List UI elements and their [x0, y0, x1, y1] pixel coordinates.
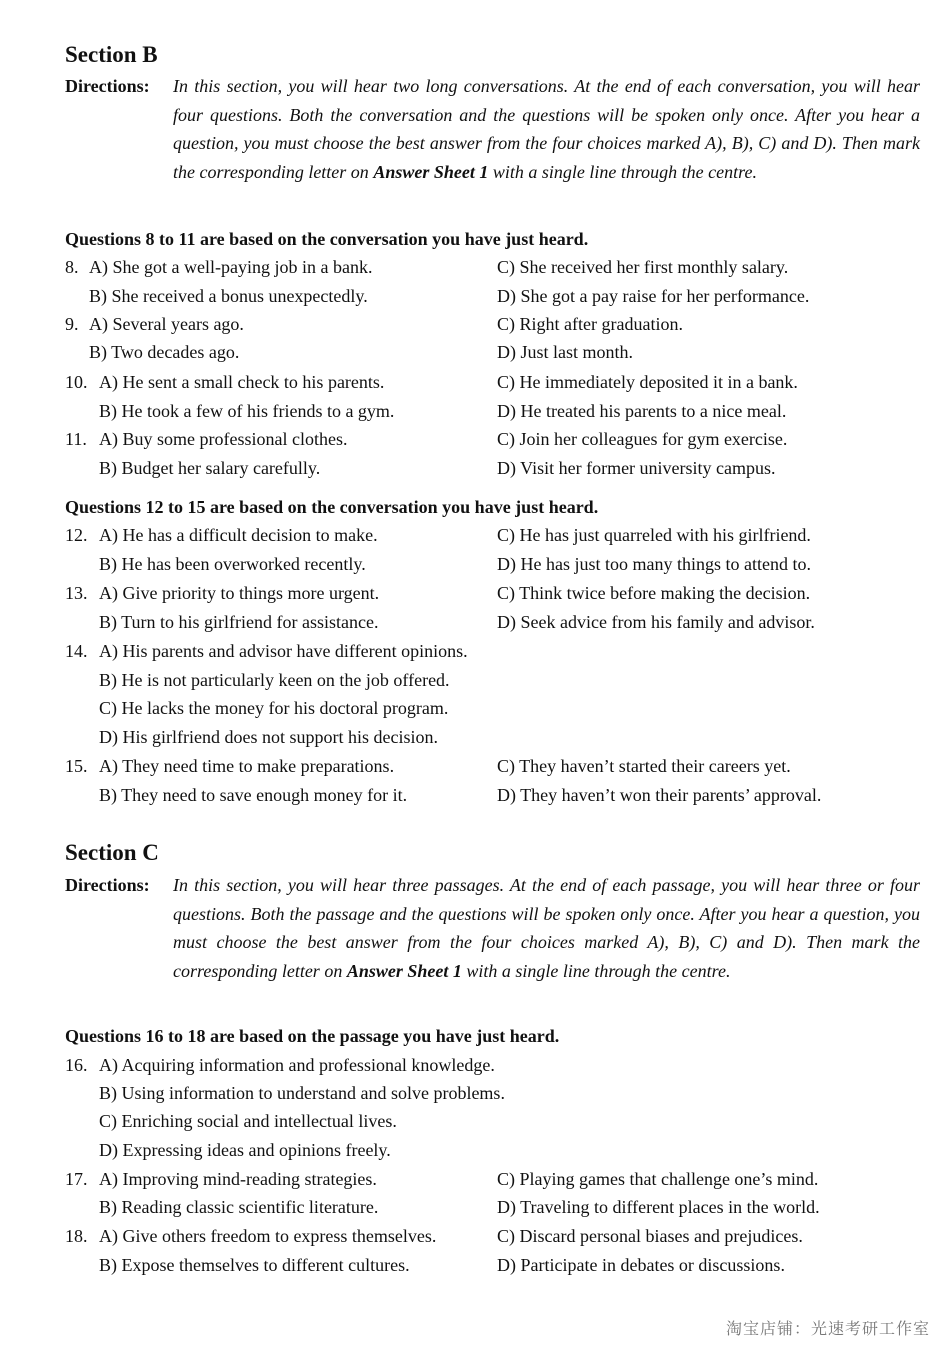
option-d: D) He treated his parents to a nice meal. [497, 401, 787, 421]
option-d: D) He has just too many things to attend to. [497, 554, 811, 574]
option-a: A) Give others freedom to express themselves. [99, 1226, 437, 1246]
question-17 [0, 1169, 950, 1198]
option-b: B) They need to save enough money for it. [99, 785, 408, 805]
question-number: 17. [65, 1169, 88, 1189]
option-c: C) Playing games that challenge one’s mind. [497, 1169, 819, 1189]
option-b: B) Reading classic scientific literature. [99, 1197, 379, 1217]
question-number: 14. [65, 641, 88, 661]
section-c-directions [65, 871, 920, 985]
section-b-title: Section B [65, 42, 158, 67]
question-12-row2 [0, 554, 950, 583]
option-b: B) She received a bonus unexpectedly. [89, 286, 368, 306]
question-11-row2 [0, 458, 950, 487]
option-a: A) She got a well-paying job in a bank. [89, 257, 373, 277]
question-18-row2 [0, 1255, 950, 1284]
answer-sheet-ref: Answer Sheet 1 [346, 960, 462, 981]
question-group-header: Questions 8 to 11 are based on the conversation you have just heard. [65, 229, 589, 249]
option-a: A) Improving mind-reading strategies. [99, 1169, 377, 1189]
option-c: C) They haven’t started their careers yet. [497, 756, 791, 776]
option-d: D) Expressing ideas and opinions freely. [99, 1140, 391, 1160]
question-8 [0, 257, 950, 286]
question-16-row3 [0, 1111, 950, 1140]
option-a: A) They need time to make preparations. [99, 756, 395, 776]
option-d: D) She got a pay raise for her performance. [497, 286, 810, 306]
option-c: C) He lacks the money for his doctoral program. [99, 698, 449, 718]
question-10 [0, 372, 950, 401]
option-c: C) Think twice before making the decision. [497, 583, 811, 603]
question-14-row3 [0, 698, 950, 727]
question-8-row2 [0, 286, 950, 315]
option-b: B) He took a few of his friends to a gym. [99, 401, 395, 421]
section-b-directions [65, 72, 920, 186]
option-b: B) Expose themselves to different cultures. [99, 1255, 410, 1275]
option-c: C) He has just quarreled with his girlfriend. [497, 525, 811, 545]
option-a: A) His parents and advisor have different opinions. [99, 641, 468, 661]
question-number: 16. [65, 1055, 88, 1075]
answer-sheet-ref: Answer Sheet 1 [373, 161, 489, 182]
option-b: B) Using information to understand and solve problems. [99, 1083, 505, 1103]
option-c: C) He immediately deposited it in a bank. [497, 372, 798, 392]
question-14 [0, 641, 950, 670]
question-9 [0, 314, 950, 343]
option-c: C) Join her colleagues for gym exercise. [497, 429, 788, 449]
footer-watermark: 淘宝店铺：光速考研工作室 [725, 1319, 930, 1338]
question-9-row2 [0, 342, 950, 371]
option-d: D) Just last month. [497, 342, 634, 362]
question-number: 18. [65, 1226, 88, 1246]
question-number: 12. [65, 525, 88, 545]
question-number: 11. [65, 429, 87, 449]
directions-text: In this section, you will hear two long conversations. At the end of each conversation, you will hear four questions. Both the conversation and the questions will be spoken only once. After you hear a question, you must choose the best answer from the four choices marked A), B), C) and D). Then mark the corresponding letter on Answer Sheet 1 with a single line through the centre. [173, 76, 920, 182]
option-a: A) Several years ago. [89, 314, 244, 334]
option-a: A) He sent a small check to his parents. [99, 372, 385, 392]
question-number: 10. [65, 372, 88, 392]
question-15-row2 [0, 785, 950, 814]
option-a: A) Give priority to things more urgent. [99, 583, 380, 603]
option-b: B) Two decades ago. [89, 342, 240, 362]
question-group-header: Questions 12 to 15 are based on the conversation you have just heard. [65, 497, 599, 517]
directions-text: In this section, you will hear three passages. At the end of each passage, you will hear three or four questions. Both the passage and the questions will be spoken only once. After you hear a question, you must choose the best answer from the four choices marked A), B), C) and D). Then mark the corresponding letter on Answer Sheet 1 with a single line through the centre. [173, 875, 920, 981]
option-b: B) He has been overworked recently. [99, 554, 366, 574]
option-d: D) Traveling to different places in the world. [497, 1197, 820, 1217]
option-d: D) Visit her former university campus. [497, 458, 776, 478]
directions-label: Directions: [65, 875, 150, 895]
question-number: 13. [65, 583, 88, 603]
option-c: C) Discard personal biases and prejudices. [497, 1226, 803, 1246]
option-d: D) They haven’t won their parents’ approval. [497, 785, 822, 805]
option-d: D) Seek advice from his family and advisor. [497, 612, 815, 632]
option-a: A) Acquiring information and professional knowledge. [99, 1055, 495, 1075]
question-17-row2 [0, 1197, 950, 1226]
option-b: B) Turn to his girlfriend for assistance. [99, 612, 379, 632]
directions-label: Directions: [65, 76, 150, 96]
option-d: D) Participate in debates or discussions. [497, 1255, 785, 1275]
option-a: A) Buy some professional clothes. [99, 429, 348, 449]
question-16-row4 [0, 1140, 950, 1169]
option-a: A) He has a difficult decision to make. [99, 525, 378, 545]
option-d: D) His girlfriend does not support his decision. [99, 727, 438, 747]
option-c: C) Right after graduation. [497, 314, 683, 334]
question-11 [0, 429, 950, 458]
question-group-header: Questions 16 to 18 are based on the passage you have just heard. [65, 1026, 560, 1046]
question-13 [0, 583, 950, 612]
question-number: 9. [65, 314, 79, 334]
question-16 [0, 1055, 950, 1084]
question-10-row2 [0, 401, 950, 430]
option-b: B) He is not particularly keen on the job offered. [99, 670, 450, 690]
question-13-row2 [0, 612, 950, 641]
option-c: C) Enriching social and intellectual lives. [99, 1111, 397, 1131]
question-18 [0, 1226, 950, 1255]
question-16-row2 [0, 1083, 950, 1112]
option-c: C) She received her first monthly salary. [497, 257, 789, 277]
question-number: 15. [65, 756, 88, 776]
question-12 [0, 525, 950, 554]
question-number: 8. [65, 257, 79, 277]
option-b: B) Budget her salary carefully. [99, 458, 321, 478]
question-14-row2 [0, 670, 950, 699]
section-c-title: Section C [65, 840, 159, 865]
question-15 [0, 756, 950, 785]
question-14-row4 [0, 727, 950, 756]
